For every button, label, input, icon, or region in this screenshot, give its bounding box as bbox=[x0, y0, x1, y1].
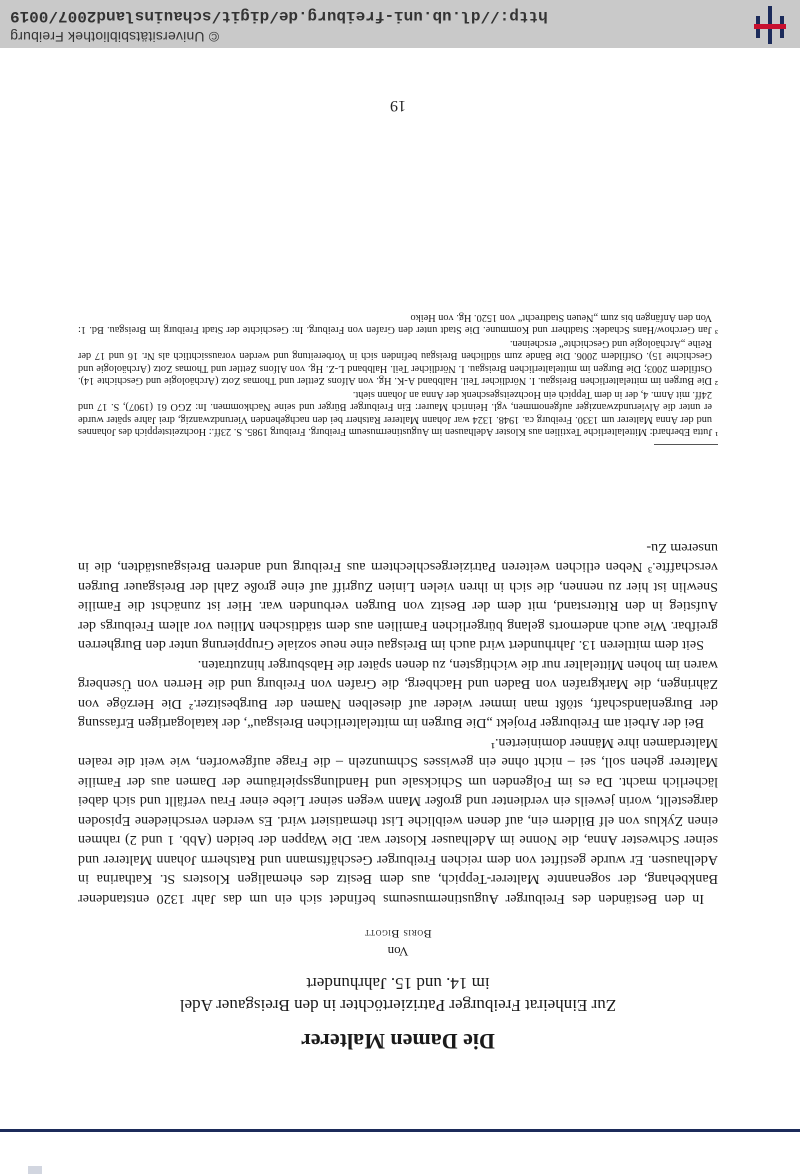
corner-mark bbox=[28, 1166, 42, 1174]
document-page bbox=[78, 310, 718, 1057]
viewer-header-bar bbox=[0, 1128, 800, 1176]
footnote: ³ Jan Gerchow/Hans Schadek: Stadtherr und Kommune. Die Stadt unter den Grafen von Freiburg. In: Geschichte der Stadt Freiburg im Breisgau. Bd. 1: Von den Anfängen bis zum „Neuen Stadtrecht“ von 1520. Hg. von Heiko bbox=[78, 312, 718, 336]
footnotes bbox=[78, 311, 718, 438]
byline-von: Von bbox=[387, 944, 409, 959]
page-number: 19 bbox=[390, 97, 406, 114]
footnote: ² Die Burgen im mittelalterlichen Breisgau. I. Nördlicher Teil. Halbband A-K. Hg. von Alfons Zettler und Thomas Zotz (Archäologie und Geschichte 14). Ostfildern 2003; Die Burgen im mittelalterlichen Breisgau. I. Nördlicher Teil. Halbband L-Z. Hg. von Alfons Zettler und Thomas Zotz (Archäologie und Geschichte 15). Ostfildern 2006. Die Bände zum südlichen Breisgau befinden sich in Vorbereitung und werden voraussichtlich als Nr. 16 und 17 der Reihe „Archäologie und Geschichte“ erscheinen. bbox=[78, 338, 718, 387]
subtitle-line-1: Zur Einheirat Freiburger Patriziertöchter in den Breisgauer Adel bbox=[179, 996, 617, 1015]
body-paragraph: Seit dem mittleren 13. Jahrhundert wird auch im Breisgau eine neue soziale Gruppierung unter den Burgherren greifbar. Wie auch andernorts gelang bürgerlichen Familien aus dem städtischen Milieu vor allem Freiburgs der Aufstieg in den Ritterstand, mit dem der Besitz von Burgen verbunden war. Hier ist zunächst die Familie Snewlin ist hier zu nennen, die sich in ihren vielen Linien Zugriff auf eine große Zahl der Breisgauer Burgen verschaffte.³ Neben etlichen weiteren Patriziergeschlechtern aus Freiburg und anderen Breisgaustädten, die in unserem Zu- bbox=[78, 540, 718, 654]
footnote: ¹ Jutta Eberhard: Mittelalterliche Textilien aus Kloster Adelhausen im Augustinermuseum Freiburg. Freiburg 1985. S. 23ff.: Hochzeitsteppich des Johannes und der Anna Malterer um 1330. Freiburg ca. 1948. 1324 war Johann Malterer Ratsherr bei den nachgehenden Vierundzwanzig, drei Jahre später wurde er unter die Alvierundzwanziger aufgenommen, vgl. Heinrich Maurer: Ein Freiburger Bürger und seine Nachkommen. In: ZGO 61 (1907), S. 17 und 24ff. mit Anm. 4, der in dem Teppich ein Hochzeitsgeschenk der Anna an Johann sieht. bbox=[78, 389, 718, 438]
article-body bbox=[78, 538, 718, 909]
copyright-text: © Universitätsbibliothek Freiburg bbox=[10, 29, 220, 45]
body-paragraph: In den Beständen des Freiburger Augustinermuseums befindet sich ein um das Jahr 1320 entstandener Bankbehang, der sogenannte Malterer-Teppich, aus dem Besitz des ehemaligen Klosters St. Katharina in Adelhausen. Er wurde gestiftet von dem reichen Freiburger Geschäftsmann und Ratsherrn Johann Malterer und seiner Schwester Anna, die Nonne im Adelhauser Kloster war. Die Wappen der beiden (Abb. 1 und 2) rahmen einen Zyklus von elf Bildern ein, auf denen weibliche List thematisiert wird. Es werden verschiedene Episoden dargestellt, worin jeweils ein verdienter und großer Mann wegen seiner Liebe einer Frau verfällt und sich dabei lächerlich macht. Da es im Folgenden um Schicksale und Handlungsspielräume der Damen aus der Familie Malterer gehen soll, sei – nicht ohne ein gewisses Schmunzeln – die Frage aufgeworfen, wie weit die realen Malterdamen ihre Männer dominierten.¹ bbox=[78, 735, 718, 907]
body-paragraph: Bei der Arbeit am Freiburger Projekt „Die Burgen im mittelalterlichen Breisgau“, der katalogartigen Erfassung der Burgenlandschaft, stößt man immer wieder auf dieselben Namen der Burgbesitzer.² Die Herzöge von Zähringen, die Markgrafen von Baden und Hachberg, die Grafen von Freiburg und die Herren von Üsenberg waren im hohen Mittelalter nur die wichtigsten, zu denen später die Habsburger hinzutraten. bbox=[78, 657, 718, 732]
footnote-rule bbox=[654, 441, 718, 446]
article-title: Die Damen Malterer bbox=[301, 1029, 495, 1054]
viewer-footer-bar bbox=[0, 0, 800, 48]
subtitle-line-2: im 14. und 15. Jahrhundert bbox=[306, 974, 490, 993]
article-subtitle bbox=[78, 972, 718, 1016]
header-rule bbox=[0, 1129, 800, 1132]
permalink-url[interactable]: http://dl.ub.uni-freiburg.de/digit/schauinsland2007/0019 bbox=[10, 7, 548, 25]
author-name: Boris Bigott bbox=[364, 927, 432, 941]
ub-freiburg-logo-icon bbox=[752, 4, 788, 46]
